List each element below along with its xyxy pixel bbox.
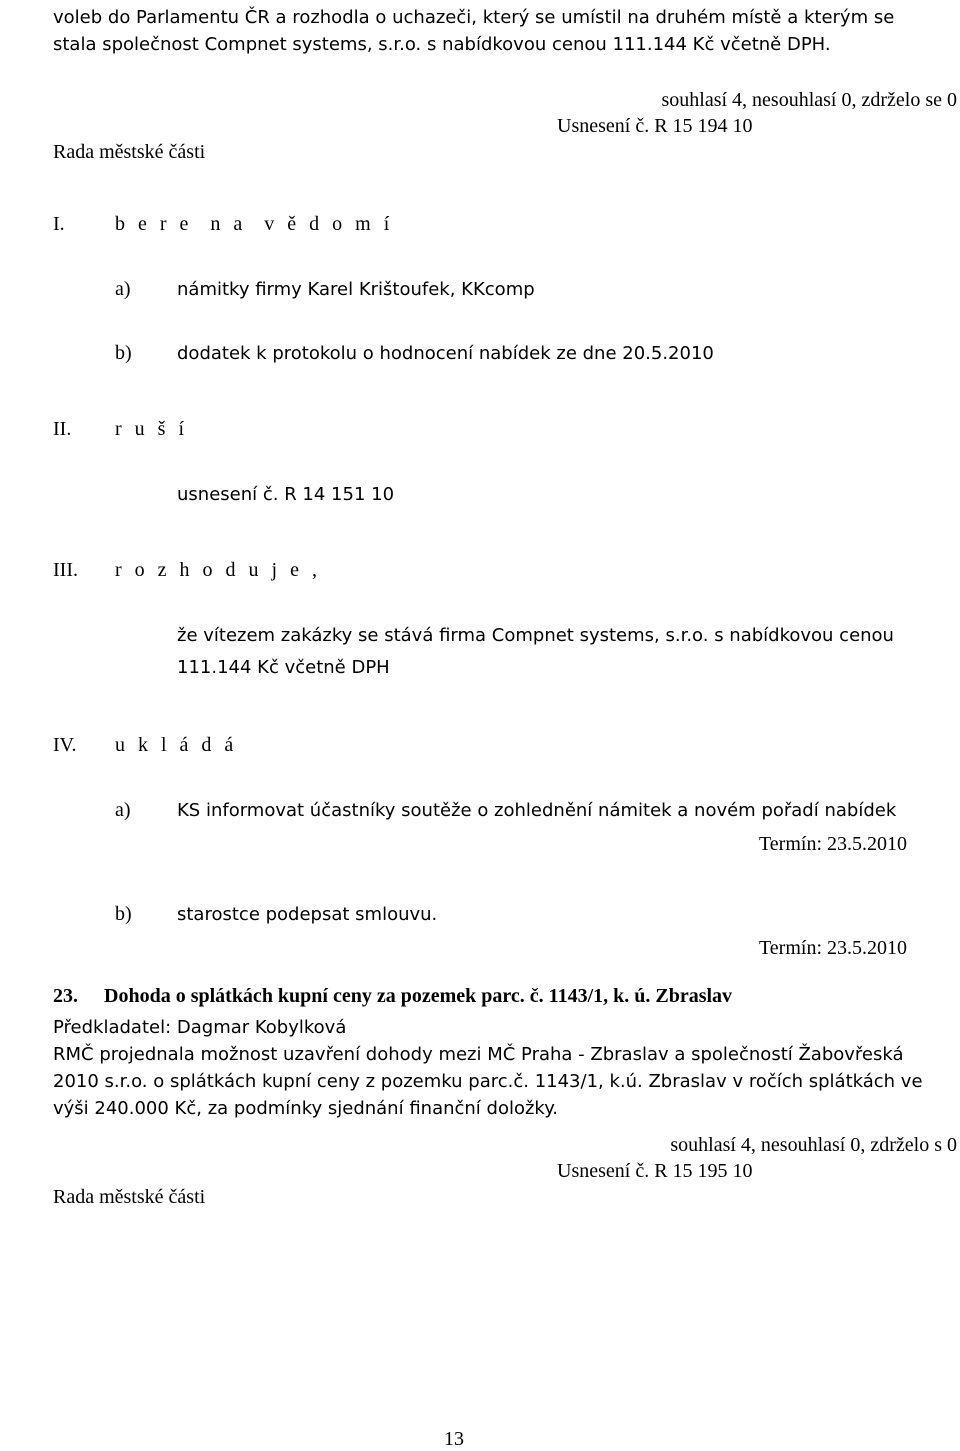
section-ii-text: usnesení č. R 14 151 10 bbox=[177, 484, 395, 505]
section-i-item-a-text: námitky firmy Karel Krištoufek, KKcomp bbox=[177, 279, 535, 300]
voting-body-2: Rada městské části bbox=[53, 1186, 206, 1208]
section-iii-numeral: III. bbox=[53, 559, 78, 581]
item-title: Dohoda o splátkách kupní ceny za pozemek parc. č. 1143/1, k. ú. Zbraslav bbox=[104, 985, 733, 1007]
item-body-line-3: výši 240.000 Kč, za podmínky sjednání finanční doložky. bbox=[53, 1098, 559, 1119]
section-i-item-a-letter: a) bbox=[115, 278, 131, 300]
section-iv-item-b-letter: b) bbox=[115, 903, 132, 925]
intro-line-2: stala společnost Compnet systems, s.r.o. s nabídkovou cenou 111.144 Kč včetně DPH. bbox=[53, 34, 831, 55]
section-i-verb: b e r e n a v ě d o m í bbox=[115, 213, 394, 235]
section-ii-numeral: II. bbox=[53, 418, 72, 440]
section-i-numeral: I. bbox=[53, 213, 65, 235]
item-number: 23. bbox=[53, 985, 78, 1007]
resolution-number: Usnesení č. R 15 194 10 bbox=[557, 115, 753, 137]
page-number: 13 bbox=[444, 1428, 464, 1450]
item-body-line-2: 2010 s.r.o. o splátkách kupní ceny z pozemku parc.č. 1143/1, k.ú. Zbraslav v ročích splátkách ve bbox=[53, 1071, 923, 1092]
section-iv-verb: u k l á d á bbox=[115, 734, 238, 756]
section-iv-item-a-text: KS informovat účastníky soutěže o zohlednění námitek a novém pořadí nabídek bbox=[177, 800, 897, 821]
vote-tally: souhlasí 4, nesouhlasí 0, zdrželo se 0 bbox=[661, 89, 957, 111]
resolution-number-2: Usnesení č. R 15 195 10 bbox=[557, 1160, 753, 1182]
section-iv-item-a-deadline: Termín: 23.5.2010 bbox=[758, 833, 907, 855]
intro-line-1: voleb do Parlamentu ČR a rozhodla o uchazeči, který se umístil na druhém místě a kterým se bbox=[53, 7, 895, 28]
section-iii-line-2: 111.144 Kč včetně DPH bbox=[177, 657, 390, 678]
item-body-line-1: RMČ projednala možnost uzavření dohody mezi MČ Praha - Zbraslav a společností Žabovřeská bbox=[53, 1044, 904, 1065]
section-iii-verb: r o z h o d u j e , bbox=[115, 559, 321, 581]
section-iv-numeral: IV. bbox=[53, 734, 77, 756]
section-iv-item-b-deadline: Termín: 23.5.2010 bbox=[758, 937, 907, 959]
section-i-item-b-letter: b) bbox=[115, 342, 132, 364]
section-iv-item-b-text: starostce podepsat smlouvu. bbox=[177, 904, 438, 925]
section-i-item-b-text: dodatek k protokolu o hodnocení nabídek ze dne 20.5.2010 bbox=[177, 343, 714, 364]
section-ii-verb: r u š í bbox=[115, 418, 188, 440]
section-iii-line-1: že vítezem zakázky se stává firma Compnet systems, s.r.o. s nabídkovou cenou bbox=[177, 625, 894, 646]
voting-body: Rada městské části bbox=[53, 141, 206, 163]
vote-tally-2: souhlasí 4, nesouhlasí 0, zdrželo s 0 bbox=[670, 1134, 957, 1156]
section-iv-item-a-letter: a) bbox=[115, 799, 131, 821]
item-presenter: Předkladatel: Dagmar Kobylková bbox=[53, 1017, 347, 1038]
